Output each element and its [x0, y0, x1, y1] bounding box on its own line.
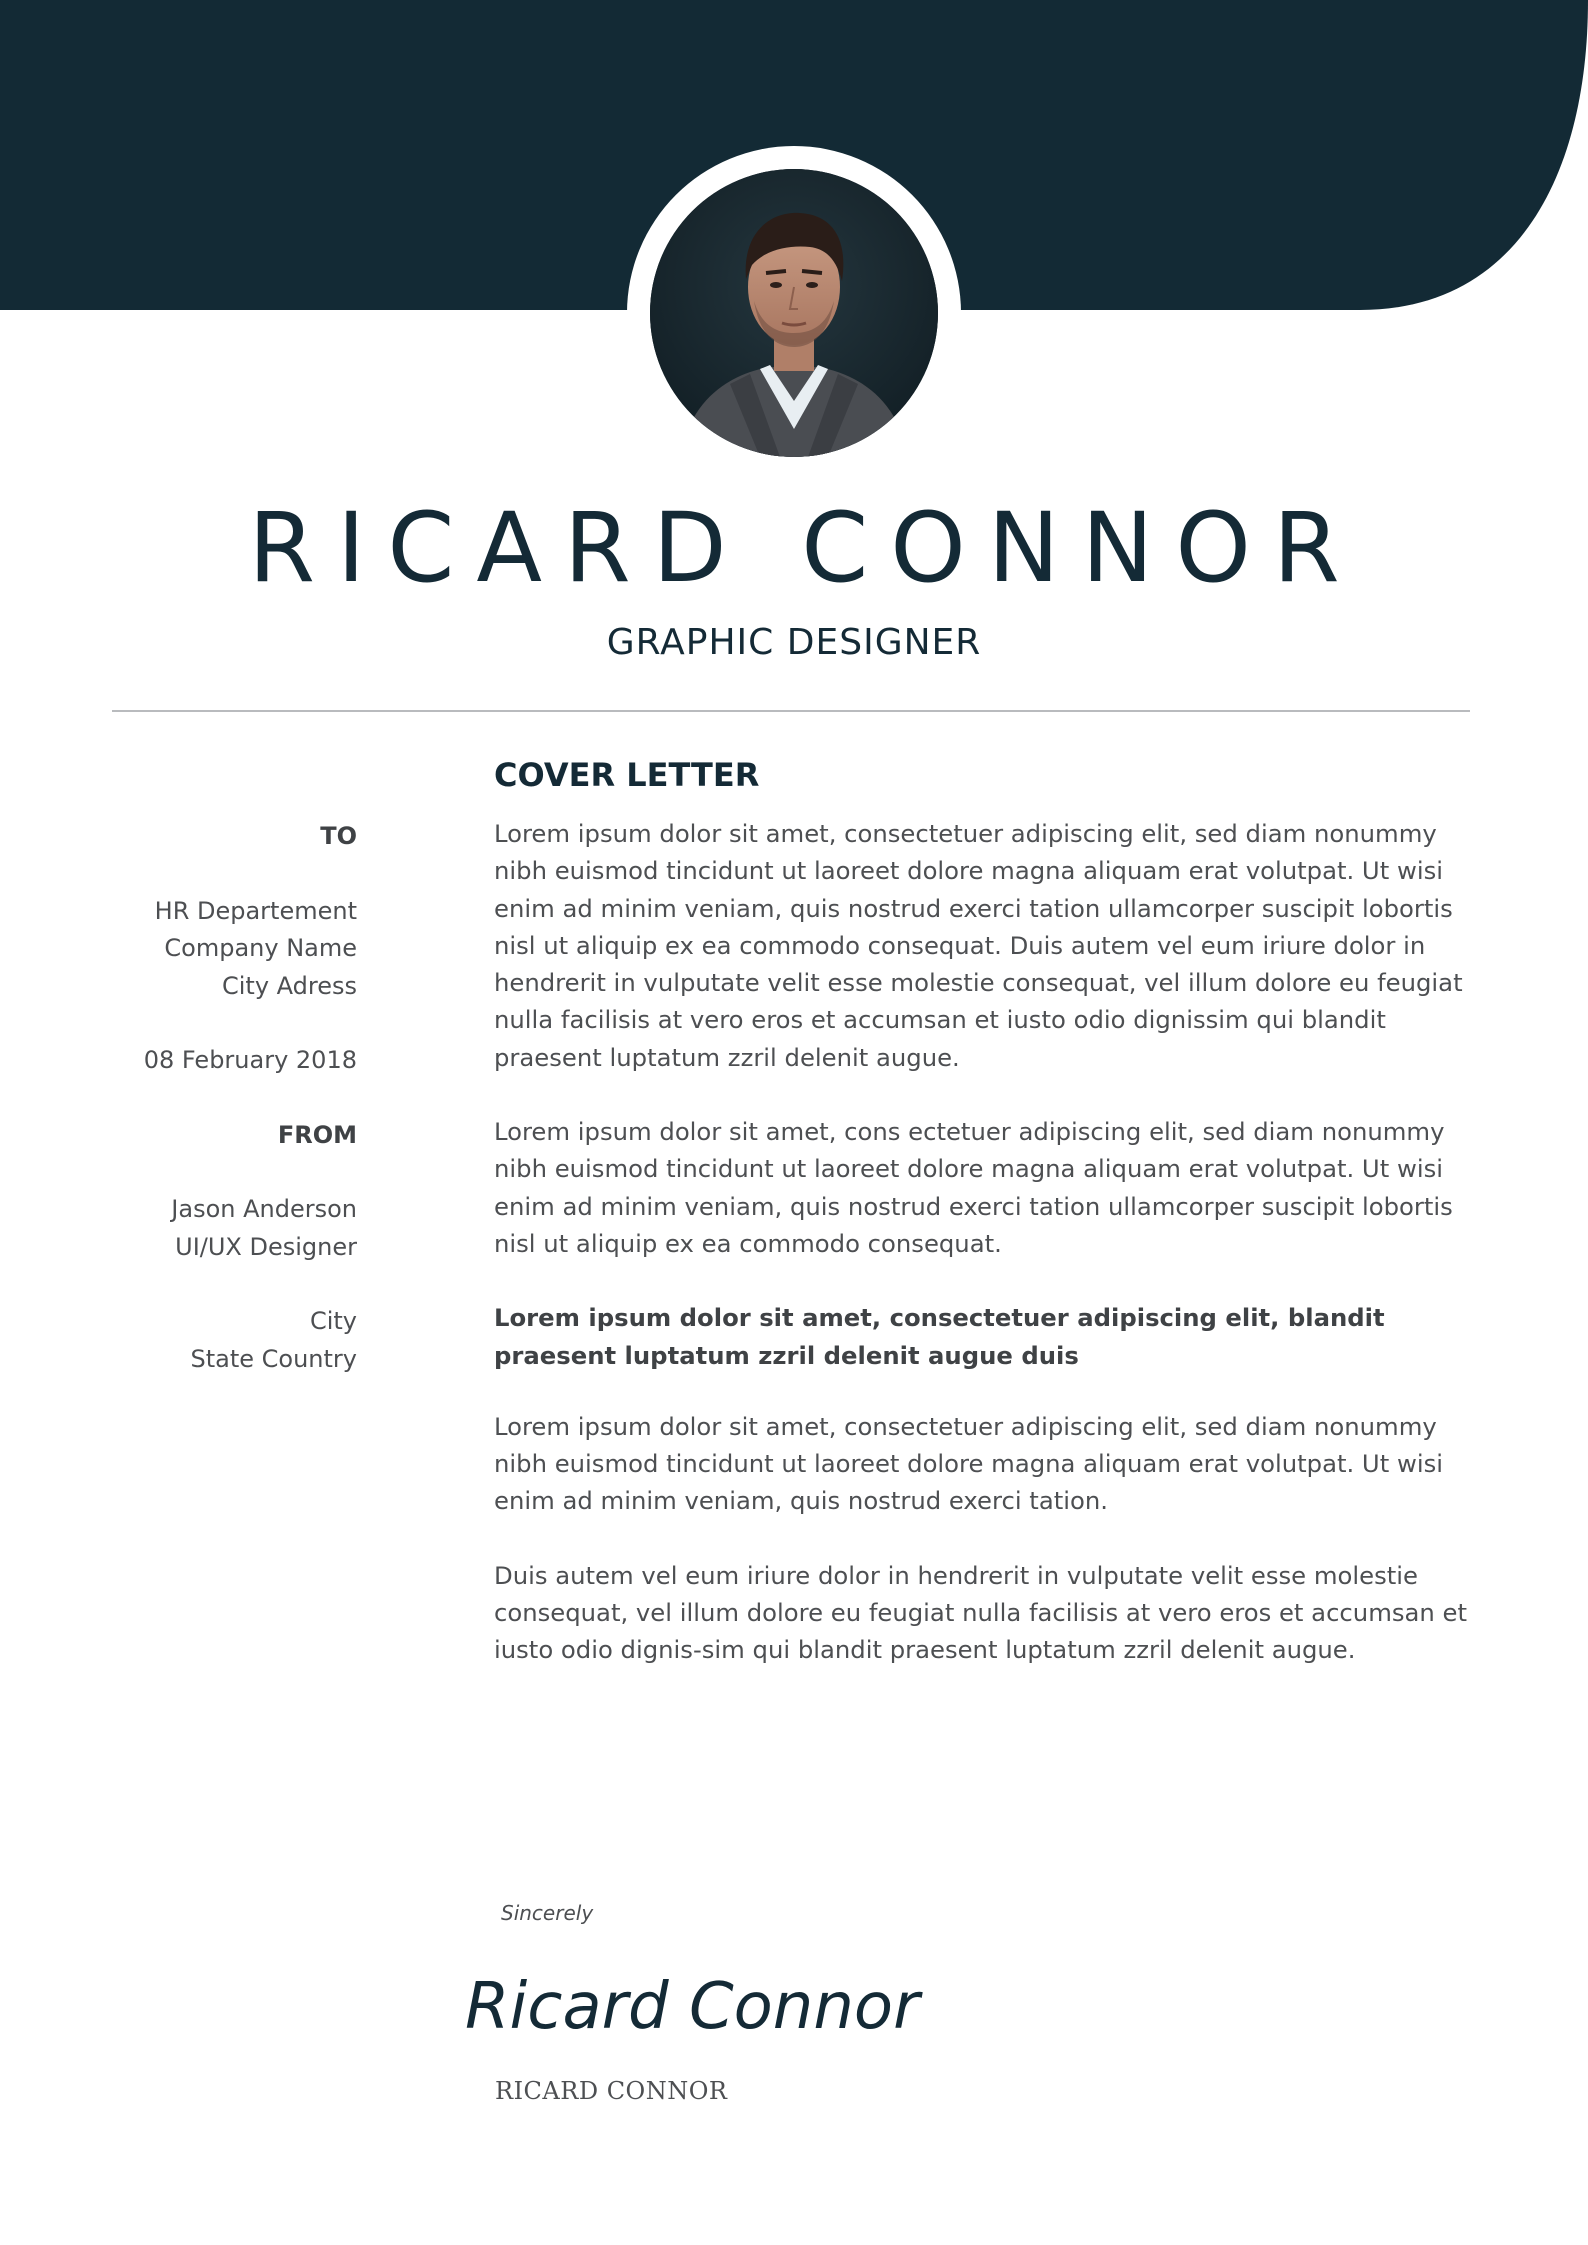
to-line: HR Departement — [154, 896, 357, 925]
signature: Ricard Connor — [465, 1970, 920, 2044]
letter-paragraph: Duis autem vel eum iriure dolor in hendrerit in vulputate velit esse molestie consequat, vel illum dolore eu feugiat nulla facilisis at vero eros et accumsan et iusto odio dignis-sim qui blandit praesent luptatum zzril delenit augue. — [494, 1560, 1468, 1665]
closing-sincerely: Sincerely — [501, 1901, 594, 1925]
from-label: FROM — [277, 1120, 357, 1149]
candidate-role: GRAPHIC DESIGNER — [606, 622, 982, 663]
from-line: UI/UX Designer — [175, 1232, 357, 1261]
letter-date: 08 February 2018 — [143, 1046, 357, 1074]
letter-paragraph: Lorem ipsum dolor sit amet, consectetuer adipiscing elit, sed diam nonummy nibh euismod tincidunt ut laoreet dolore magna aliquam erat volutpat. Ut wisi enim ad minim veniam, quis nostrud exerci tation. — [494, 1411, 1444, 1516]
portrait-icon — [650, 169, 938, 457]
letter-paragraph: Lorem ipsum dolor sit amet, consectetuer adipiscing elit, sed diam nonummy nibh euismod tincidunt ut laoreet dolore magna aliquam erat volutpat. Ut wisi enim ad minim veniam, quis nostrud exerci tation ullamcorper suscipit lobortis nisl ut aliquip ex ea commodo consequat. Duis autem vel eum iriure dolor in hendrerit in vulputate velit esse molestie consequat, vel illum dolore eu feugiat nulla facilisis at vero eros et accumsan et iusto odio dignissim qui blandit praesent luptatum zzril delenit augue. — [494, 819, 1463, 1072]
to-line: City Adress — [221, 971, 357, 1000]
from-line: Jason Anderson — [171, 1195, 357, 1223]
letter-highlight: Lorem ipsum dolor sit amet, consectetuer adipiscing elit, blandit praesent luptatum zzril delenit augue duis — [494, 1303, 1385, 1370]
letter-body — [494, 755, 1480, 1706]
letter-title: COVER LETTER — [494, 756, 760, 794]
sidebar — [100, 818, 357, 1378]
location-line: State Country — [190, 1344, 357, 1373]
header-divider — [112, 710, 1470, 712]
to-label: TO — [320, 822, 357, 850]
to-line: Company Name — [164, 934, 357, 962]
letter-paragraph: Lorem ipsum dolor sit amet, cons ectetuer adipiscing elit, sed diam nonummy nibh euismod tincidunt ut laoreet dolore magna aliquam erat volutpat. Ut wisi enim ad minim veniam, quis nostrud exerci tation ullamcorper suscipit lobortis nisl ut aliquip ex ea commodo consequat. — [494, 1117, 1453, 1258]
candidate-name: RICARD CONNOR — [248, 492, 1362, 604]
profile-photo — [650, 169, 938, 457]
printed-name: RICARD CONNOR — [495, 2077, 728, 2105]
location-line: City — [309, 1307, 357, 1335]
